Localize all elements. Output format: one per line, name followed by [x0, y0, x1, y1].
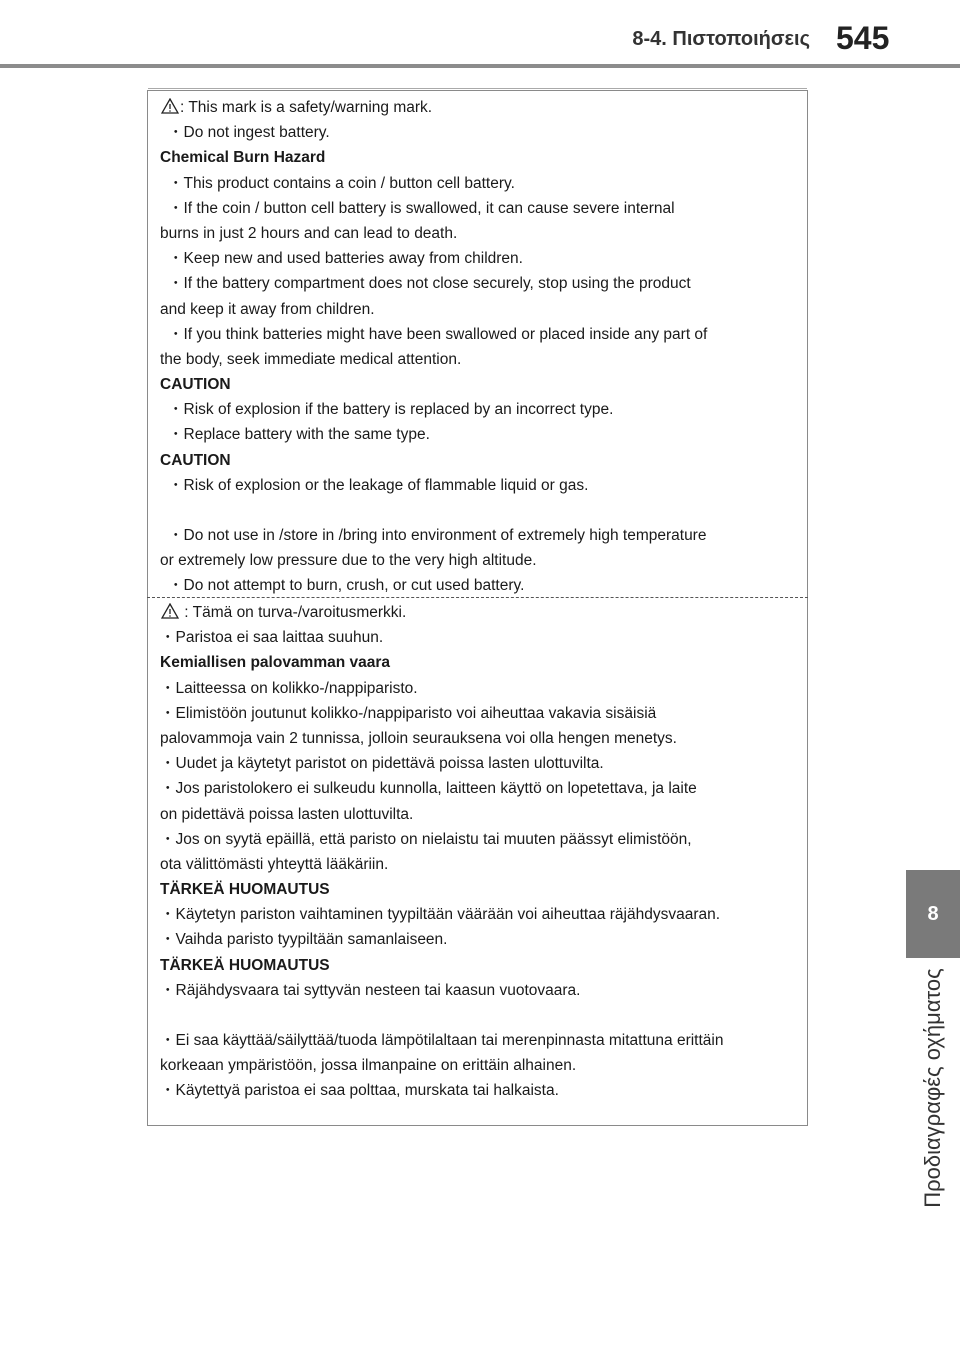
warning-triangle-icon [160, 600, 180, 625]
warning-mark-line [160, 95, 800, 120]
chapter-tab [906, 870, 960, 958]
bullet-line: ・Risk of explosion if the battery is replaced by an incorrect type. [168, 401, 614, 419]
section-heading: Kemiallisen palovamman vaara [160, 654, 391, 672]
bullet-line: ・Ei saa käyttää/säilyttää/tuoda lämpötilaltaan tai merenpinnasta mitattuna erittäin [160, 1032, 724, 1049]
bullet-line: ・Räjähdysvaara tai syttyvän nesteen tai kaasun vuotovaara. [160, 981, 581, 999]
bullet-line: ・Vaihda paristo tyypiltään samanlaiseen. [160, 931, 448, 949]
bullet-line: ・Laitteessa on kolikko-/nappiparisto. [160, 679, 418, 697]
section-heading: CAUTION [160, 376, 231, 394]
section-title: 8-4. Πιστοποιήσεις [632, 28, 810, 50]
box-top-line [148, 88, 807, 89]
section-heading: Chemical Burn Hazard [160, 149, 326, 167]
bullet-line: ・Käytetyn pariston vaihtaminen tyypiltään väärään voi aiheuttaa räjähdysvaaran. [160, 906, 721, 924]
section-heading: CAUTION [160, 451, 231, 469]
spacer [160, 498, 800, 523]
warning-mark-text: : This mark is a safety/warning mark. [180, 99, 433, 116]
bullet-line: ・Replace battery with the same type. [168, 426, 430, 444]
bullet-line: ・Keep new and used batteries away from children. [168, 250, 523, 268]
bullet-line: ・Käytettyä paristoa ei saa polttaa, murskata tai halkaista. [160, 1082, 559, 1100]
continuation-line: burns in just 2 hours and can lead to death. [160, 224, 458, 242]
bullet-line: ・Do not ingest battery. [168, 124, 330, 142]
continuation-line: ota välittömästi yhteyttä lääkäriin. [160, 855, 389, 873]
bullet-line: ・Elimistöön joutunut kolikko-/nappiparisto voi aiheuttaa vakavia sisäisiä [160, 704, 657, 722]
chapter-number: 8 [927, 902, 939, 925]
header-rule [0, 64, 960, 68]
continuation-line: palovammoja vain 2 tunnissa, jolloin seurauksena voi olla hengen menetys. [160, 729, 677, 747]
bullet-line: ・Do not use in /store in /bring into environment of extremely high temperature [168, 527, 707, 544]
continuation-line: the body, seek immediate medical attention. [160, 350, 462, 368]
bullet-line: ・This product contains a coin / button cell battery. [168, 174, 515, 192]
bullet-line: ・Paristoa ei saa laittaa suuhun. [160, 629, 384, 647]
chapter-label: Προδιαγραφές οχήματος [920, 968, 945, 1208]
continuation-line: and keep it away from children. [160, 300, 375, 318]
page-number: 545 [836, 20, 890, 56]
section-heading: TÄRKEÄ HUOMAUTUS [160, 881, 330, 899]
chapter-label-container [906, 958, 960, 1218]
spacer [160, 1003, 800, 1028]
bullet-line: ・If the coin / button cell battery is swallowed, it can cause severe internal [168, 199, 675, 217]
bullet-line: ・Do not attempt to burn, crush, or cut used battery. [168, 577, 525, 595]
bullet-line: ・Uudet ja käytetyt paristot on pidettävä poissa lasten ulottuvilta. [160, 755, 604, 773]
continuation-line: korkeaan ympäristöön, jossa ilmanpaine on erittäin alhainen. [160, 1057, 577, 1075]
bullet-line: ・If the battery compartment does not close securely, stop using the product [168, 275, 691, 293]
continuation-line: or extremely low pressure due to the very high altitude. [160, 552, 537, 570]
warning-mark-line [160, 600, 800, 625]
warning-mark-text: : Tämä on turva-/varoitusmerkki. [180, 604, 407, 621]
continuation-line: on pidettävä poissa lasten ulottuvilta. [160, 805, 414, 823]
bullet-line: ・Jos on syytä epäillä, että paristo on nielaistu tai muuten päässyt elimistöön, [160, 830, 692, 848]
bullet-line: ・Jos paristolokero ei sulkeudu kunnolla, laitteen käyttö on lopetettava, ja laite [160, 780, 697, 798]
bullet-line: ・Risk of explosion or the leakage of flammable liquid or gas. [168, 476, 589, 494]
section-heading: TÄRKEÄ HUOMAUTUS [160, 956, 330, 974]
finnish-section [160, 600, 800, 1104]
english-section [160, 95, 800, 599]
bullet-line: ・If you think batteries might have been swallowed or placed inside any part of [168, 325, 708, 343]
warning-triangle-icon [160, 95, 180, 120]
